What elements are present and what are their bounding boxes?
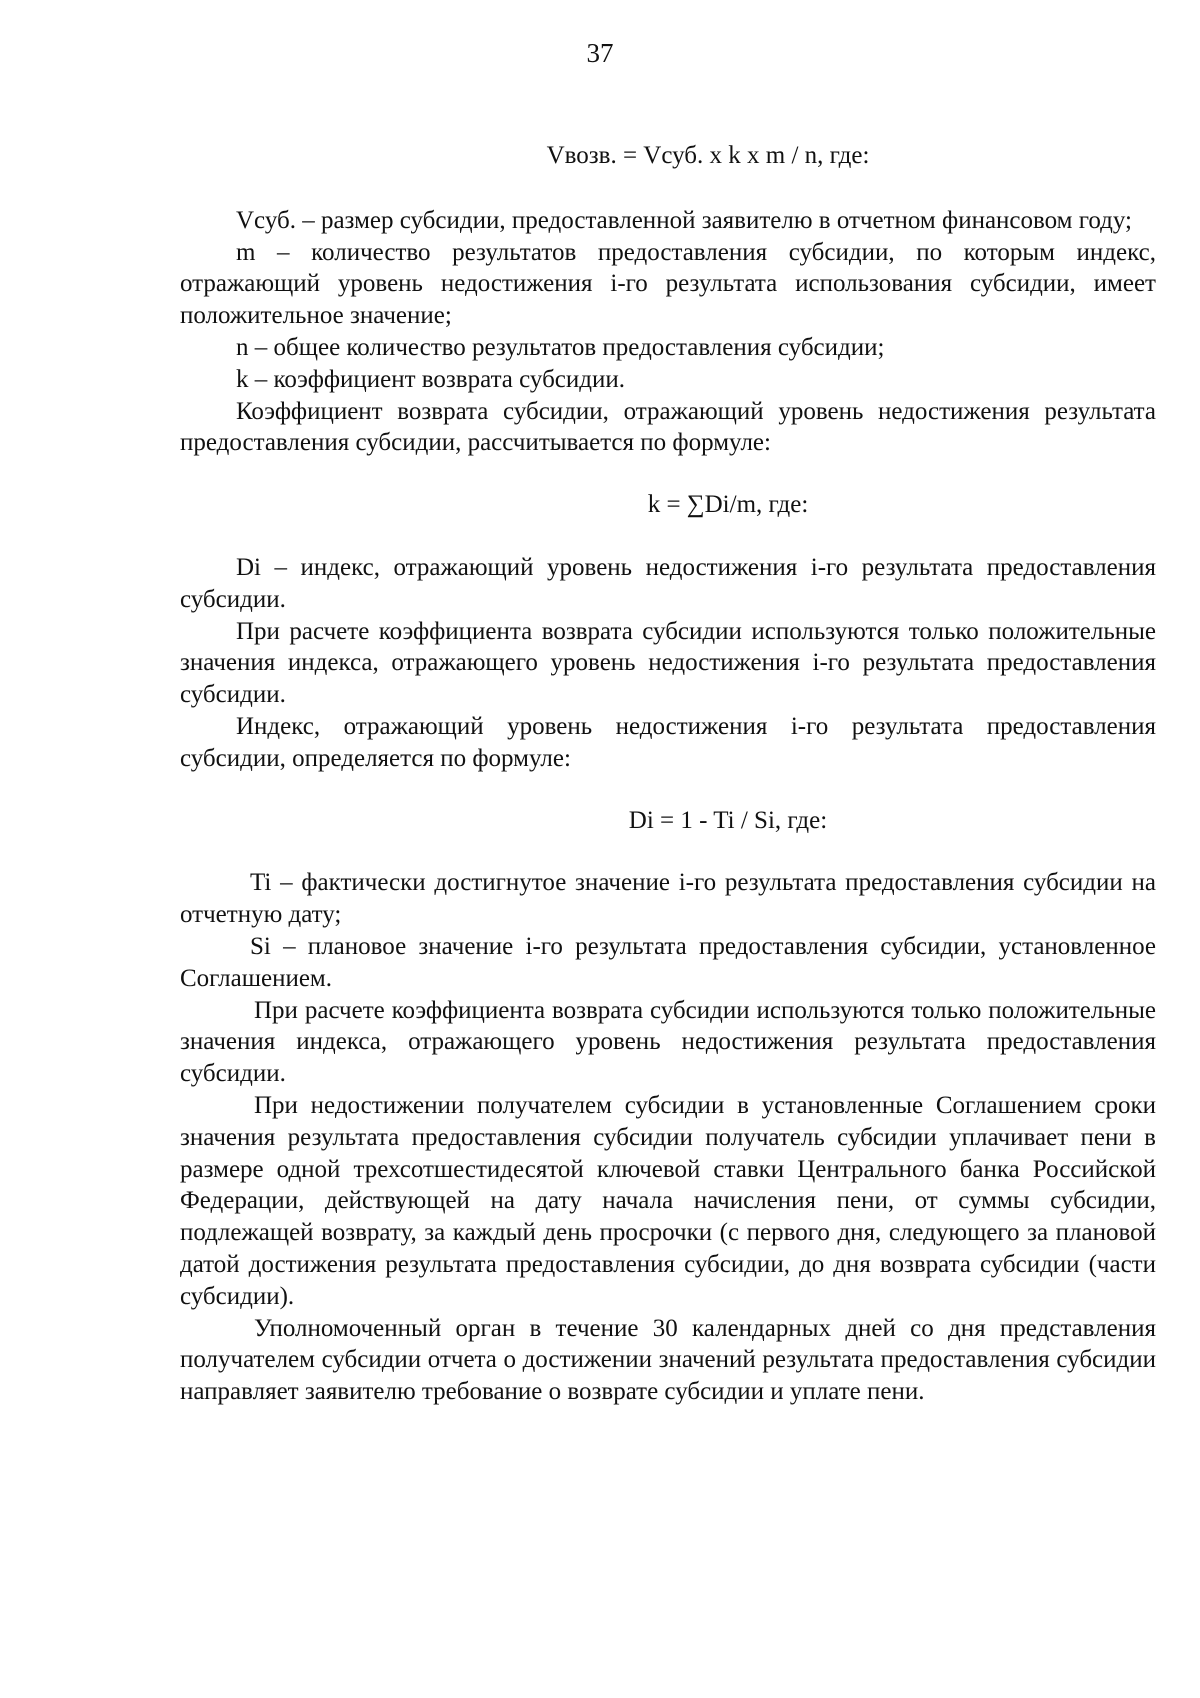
paragraph-ti-definition: Ti – фактически достигнутое значение i-го результата предоставления субсидии на отчетную дату; [180,869,1156,929]
paragraph-positive-index-values: При расчете коэффициента возврата субсидии используются только положительные значения индекса, отражающего уровень недостижения i-го результата предоставления субсидии. [180,617,1156,709]
paragraph-index-formula-intro: Индекс, отражающий уровень недостижения i-го результата предоставления субсидии, определяется по формуле: [180,712,1156,772]
paragraph-k-definition: k – коэффициент возврата субсидии. [236,365,626,393]
paragraph-penalty-terms: При недостижении получателем субсидии в установленные Соглашением сроки значения результата предоставления субсидии получатель субсидии уплачивает пени в размере одной трехсотшестидесятой ключевой ставки Центрального банка Российской Федерации, действующей на дату начала начисления пени, от суммы субсидии, подлежащей возврату, за каждый день просрочки (с первого дня, следующего за плановой датой достижения результата предоставления субсидии, до дня возврата субсидии (части субсидии). [180,1091,1156,1310]
paragraph-si-definition: Si – плановое значение i-го результата предоставления субсидии, установленное Соглашением. [180,932,1156,992]
page-number: 37 [586,38,614,68]
paragraph-vsub-definition: Vсуб. – размер субсидии, предоставленной заявителю в отчетном финансовом году; [236,206,1132,234]
document-body [180,140,1156,1408]
paragraph-k-formula-intro: Коэффициент возврата субсидии, отражающий уровень недостижения результата предоставления субсидии, рассчитывается по формуле: [180,397,1156,457]
formula-v-return: Vвозв. = Vсуб. x k x m / n, где: [546,142,870,169]
formula-di-index: Di = 1 - Ti / Si, где: [628,806,828,834]
formula-k-coefficient: k = ∑Di/m, где: [647,491,809,519]
paragraph-di-definition: Di – индекс, отражающий уровень недостижения i-го результата предоставления субсидии. [180,553,1156,613]
paragraph-positive-result-values: При расчете коэффициента возврата субсидии используются только положительные значения индекса, отражающего уровень недостижения результата предоставления субсидии. [180,996,1156,1088]
paragraph-m-definition: m – количество результатов предоставления субсидии, по которым индекс, отражающий уровень недостижения i-го результата использования субсидии, имеет положительное значение; [180,238,1156,330]
paragraph-return-demand: Уполномоченный орган в течение 30 календарных дней со дня представления получателем субсидии отчета о достижении значений результата предоставления субсидии направляет заявителю требование о возврате субсидии и уплате пени. [180,1314,1156,1406]
paragraph-n-definition: n – общее количество результатов предоставления субсидии; [236,333,885,361]
